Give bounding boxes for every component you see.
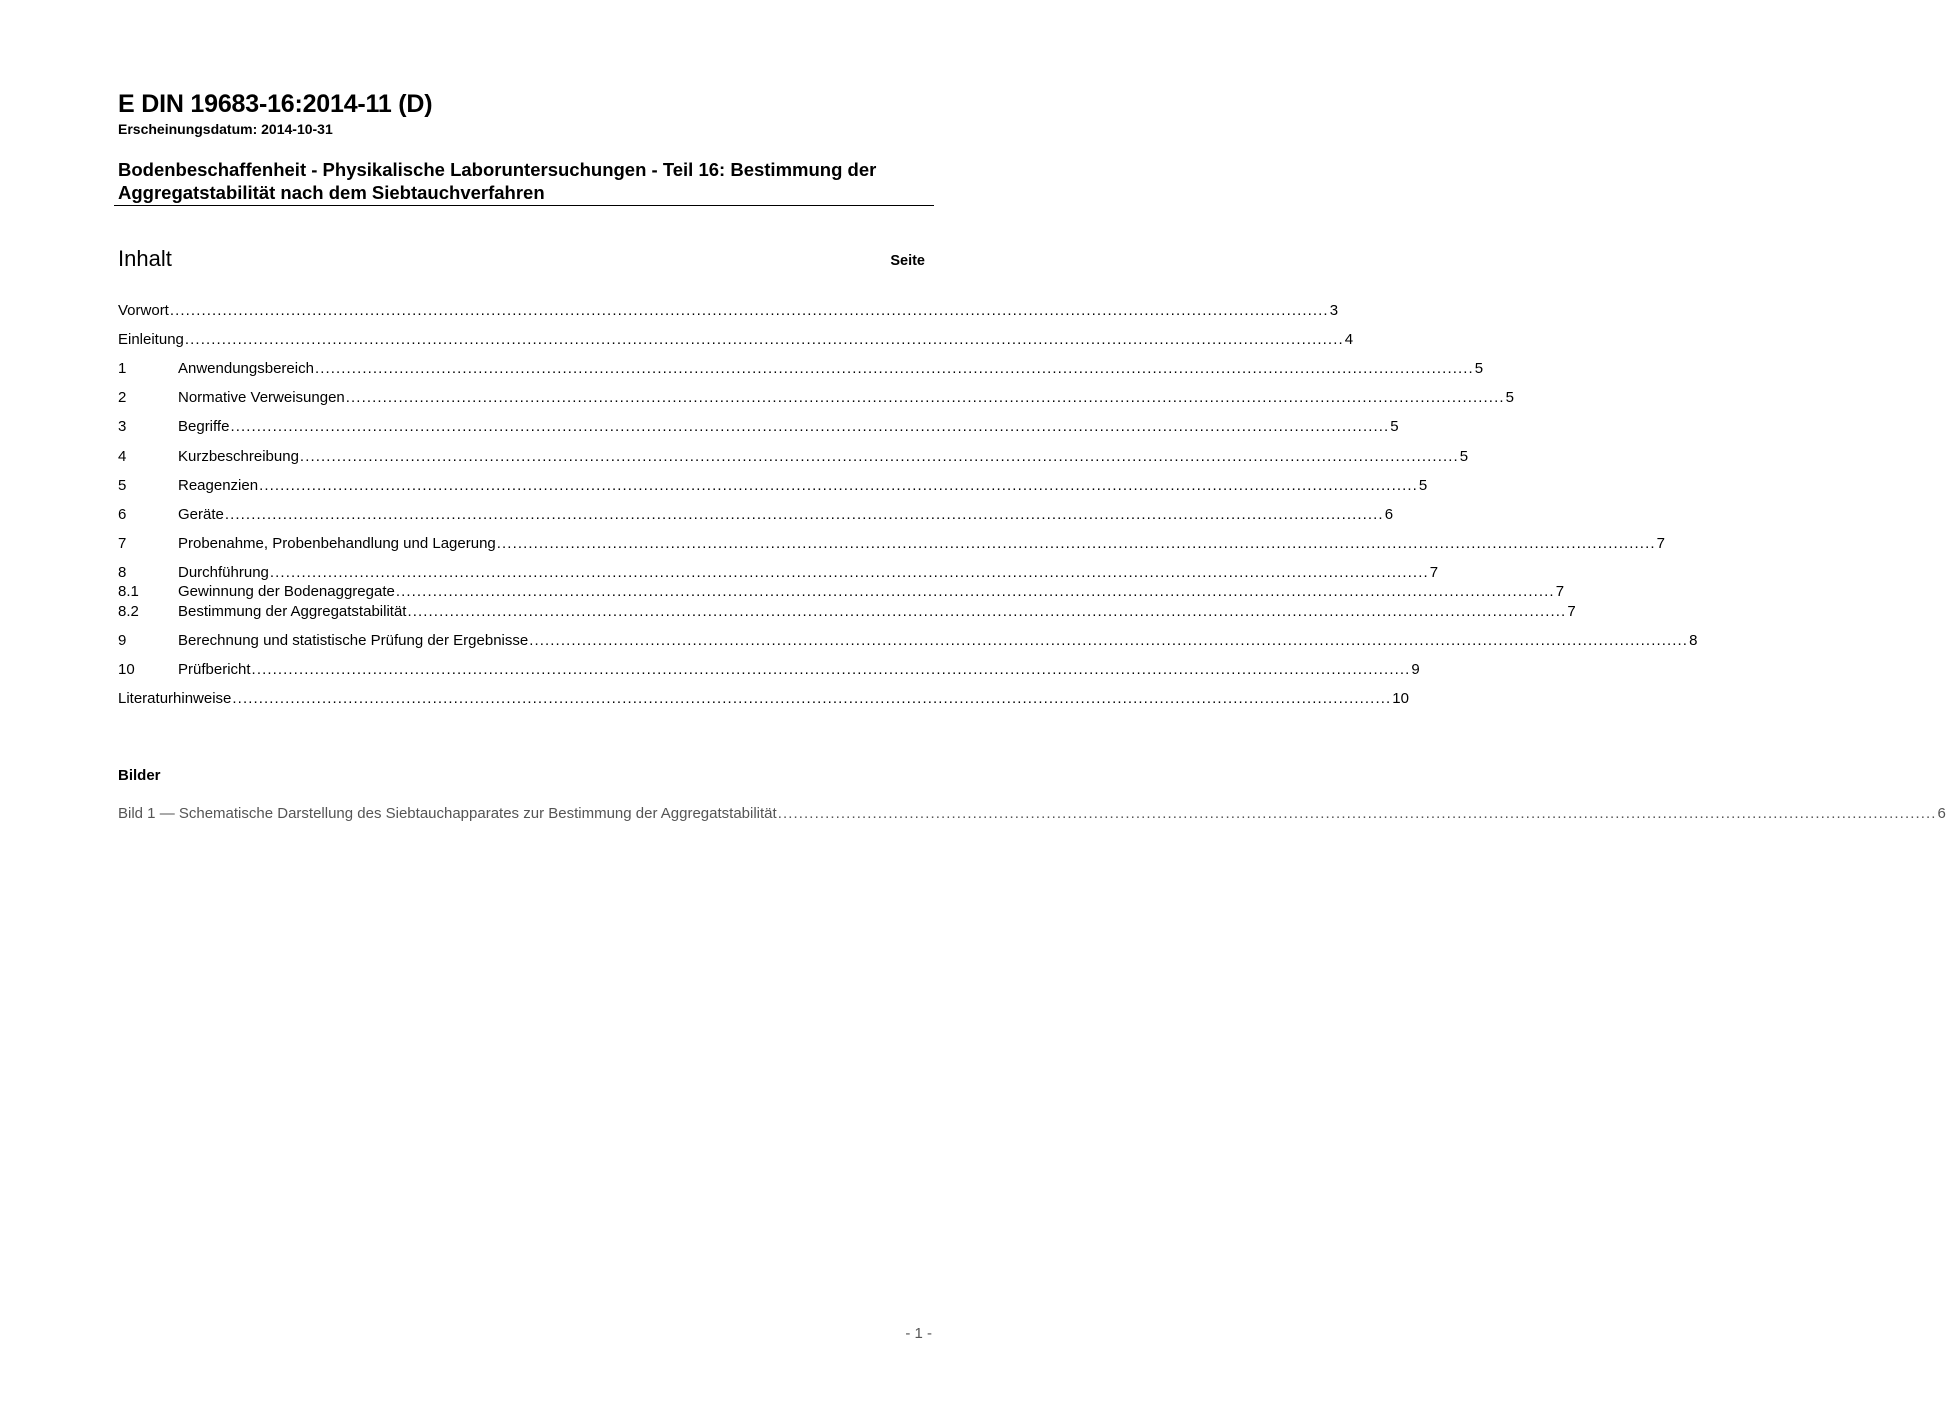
toc-entry-page: 6 [1384, 506, 1394, 523]
toc-entry-page: 10 [1392, 690, 1409, 707]
toc-entry-text: Reagenzien [178, 477, 259, 494]
toc-entry-einleitung[interactable] [118, 331, 1354, 350]
toc-entry-5[interactable] [118, 477, 1428, 496]
toc-entry-number: 8 [118, 564, 127, 581]
publication-date: Erscheinungsdatum: 2014-10-31 [118, 121, 333, 137]
toc-entry-8-2[interactable] [118, 603, 1576, 622]
figure-leader-dots: ............................................................................................................................................................................................................................ [777, 805, 1937, 822]
toc-entry-number: 3 [118, 418, 127, 435]
toc-entry-8-1[interactable] [118, 583, 1565, 602]
toc-leader-dots: ............................................................................................................................................................................................................................ [407, 603, 1567, 620]
toc-entry-vorwort[interactable] [118, 302, 1339, 321]
toc-leader-dots: ............................................................................................................................................................................................................................ [169, 302, 1329, 319]
toc-entry-1[interactable] [118, 360, 1484, 379]
toc-entry-page: 5 [1474, 360, 1484, 377]
toc-entry-text: Geräte [178, 506, 224, 523]
toc-entry-4[interactable] [118, 448, 1469, 467]
toc-leader-dots: ............................................................................................................................................................................................................................ [314, 360, 1474, 377]
toc-entry-page: 7 [1567, 603, 1576, 620]
toc-entry-page: 5 [1390, 418, 1399, 435]
toc-entry-text: Begriffe [178, 418, 230, 435]
toc-entry-text: Vorwort [118, 302, 169, 319]
toc-entry-number: 8.1 [118, 583, 139, 600]
toc-entry-6[interactable] [118, 506, 1394, 525]
title-rule [114, 205, 934, 206]
toc-entry-text: Berechnung und statistische Prüfung der Ergebnisse [178, 632, 529, 649]
toc-leader-dots: ............................................................................................................................................................................................................................ [496, 535, 1656, 552]
toc-leader-dots: ............................................................................................................................................................................................................................ [230, 418, 1390, 435]
toc-entry-page: 7 [1656, 535, 1665, 552]
toc-entry-3[interactable] [118, 418, 1399, 437]
toc-entry-page: 5 [1418, 477, 1428, 494]
toc-entry-text: Kurzbeschreibung [178, 448, 299, 465]
toc-leader-dots: ............................................................................................................................................................................................................................ [224, 506, 1384, 523]
toc-entry-number: 5 [118, 477, 127, 494]
toc-entry-page: 8 [1689, 632, 1698, 649]
toc-entry-number: 7 [118, 535, 127, 552]
toc-entry-7[interactable] [118, 535, 1665, 554]
toc-entry-9[interactable] [118, 632, 1698, 651]
toc-entry-literaturhinweise[interactable] [118, 690, 1409, 709]
toc-entry-text: Gewinnung der Bodenaggregate [178, 583, 395, 600]
toc-entry-number: 9 [118, 632, 127, 649]
toc-entry-text: Probenahme, Probenbehandlung und Lagerung [178, 535, 496, 552]
figure-entry-1[interactable] [118, 805, 1946, 824]
toc-entry-number: 1 [118, 360, 127, 377]
toc-entry-number: 4 [118, 448, 127, 465]
toc-heading: Inhalt [118, 246, 172, 271]
figure-entry-page: 6 [1937, 805, 1946, 822]
toc-leader-dots: ............................................................................................................................................................................................................................ [251, 661, 1411, 678]
toc-entry-page: 5 [1505, 389, 1514, 406]
toc-leader-dots: ............................................................................................................................................................................................................................ [232, 690, 1392, 707]
toc-entry-page: 9 [1411, 661, 1420, 678]
toc-entry-10[interactable] [118, 661, 1420, 680]
toc-leader-dots: ............................................................................................................................................................................................................................ [529, 632, 1689, 649]
toc-entry-text: Einleitung [118, 331, 184, 348]
toc-entry-text: Anwendungsbereich [178, 360, 314, 377]
page-number: - 1 - [905, 1325, 932, 1342]
toc-entry-8[interactable] [118, 564, 1439, 583]
figure-entry-text: Bild 1 — Schematische Darstellung des Siebtauchapparates zur Bestimmung der Aggregatstabilität [118, 805, 777, 822]
toc-entry-text: Normative Verweisungen [178, 389, 345, 406]
toc-leader-dots: ............................................................................................................................................................................................................................ [395, 583, 1555, 600]
toc-leader-dots: ............................................................................................................................................................................................................................ [345, 389, 1505, 406]
toc-entry-page: 3 [1329, 302, 1339, 319]
toc-entry-page: 5 [1459, 448, 1469, 465]
toc-entry-text: Durchführung [178, 564, 269, 581]
toc-leader-dots: ............................................................................................................................................................................................................................ [269, 564, 1429, 581]
toc-entry-text: Literaturhinweise [118, 690, 232, 707]
figures-heading: Bilder [118, 767, 161, 784]
document-title: Bodenbeschaffenheit - Physikalische Laboruntersuchungen - Teil 16: Bestimmung der Aggregatstabilität nach dem Siebtauchverfahren [118, 159, 877, 203]
toc-entry-number: 6 [118, 506, 127, 523]
document-id: E DIN 19683-16:2014-11 (D) [118, 90, 433, 118]
toc-entry-text: Prüfbericht [178, 661, 251, 678]
toc-entry-page: 7 [1429, 564, 1439, 581]
toc-entry-page: 7 [1555, 583, 1565, 600]
toc-leader-dots: ............................................................................................................................................................................................................................ [299, 448, 1459, 465]
toc-entry-page: 4 [1344, 331, 1354, 348]
toc-leader-dots: ............................................................................................................................................................................................................................ [184, 331, 1344, 348]
toc-entry-text: Bestimmung der Aggregatstabilität [178, 603, 407, 620]
toc-entry-number: 10 [118, 661, 135, 678]
toc-entry-number: 2 [118, 389, 127, 406]
toc-entry-2[interactable] [118, 389, 1514, 408]
toc-leader-dots: ............................................................................................................................................................................................................................ [259, 477, 1418, 494]
toc-page-column-label: Seite [890, 253, 925, 269]
toc-entry-number: 8.2 [118, 603, 139, 620]
